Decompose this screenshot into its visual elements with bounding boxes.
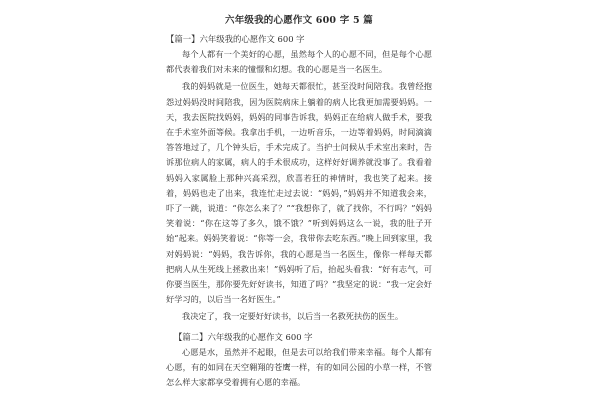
section-1-heading: 【篇一】六年级我的心愿作文 600 字 (166, 34, 305, 44)
document-title: 六年级我的心愿作文 600 字 5 篇 (225, 15, 373, 26)
section-1-paragraph-3: 我决定了，我一定要好好读书，以后当一名救死扶伤的医生。 (182, 311, 404, 322)
section-2-heading: 【篇二】六年级我的心愿作文 600 字 (174, 331, 313, 342)
section-1-paragraph-2: 我的妈妈就是一位医生，她每天都很忙，甚至没时间陪我。我曾经抱怨过妈妈没时间陪我，因为医院病床上躺着的病人比我更加需要妈妈。一天，我去医院找妈妈，妈妈的同事告诉我，妈妈正在给病人做手术，要我在手术室外面等候。我拿出手机，一边听音乐，一边等着妈妈，时间滴滴答答地过了，几个钟头后，手术完成了。当护士问候从手术室出来时，告诉那位病人的家属，病人的手术很成功，这样好好调养就没事了。我看着妈妈入家属脸上那种兴高采烈，欣喜若狂的神情时，我也笑了起来。接着，妈妈也走了出来，我连忙走过去说：“妈妈，”妈妈并不知道我会来，吓了一跳，说道：“你怎么来了？”“我想你了，就了找你，不行吗？”妈妈笑着说：“你在这等了多久，饿不饿？”听到妈妈这么一说，我的肚子开始“起来。妈妈笑着说：“你等一会，我带你去吃东西。”晚上回到家里，我对妈妈说：“妈妈，我告诉你，我的心愿是当一名医生，像你一样每天都把病人从生死线上拯救出来！”妈妈听了后，抬起头看我：“好有志气，可你要当医生，那你要先好好读书，知道了吗？”我坚定的说：“我一定会好好学习的，以后当一名好医生。” (166, 81, 432, 305)
section-2-paragraph-1: 心愿是水，虽然并不起眼，但是去可以给我们带来幸福。每个人都有心愿，有的如同在天空翱翔的苍鹰一样，有的如同公园的小草一样，不管怎么样大家都享受着拥有心愿的幸福。 (166, 346, 432, 388)
section-1-paragraph-1: 每个人都有一个美好的心愿，虽然每个人的心愿不同，但是每个心愿都代表着我们对未来的憧憬和幻想。我的心愿是当一名医生。 (166, 49, 432, 75)
